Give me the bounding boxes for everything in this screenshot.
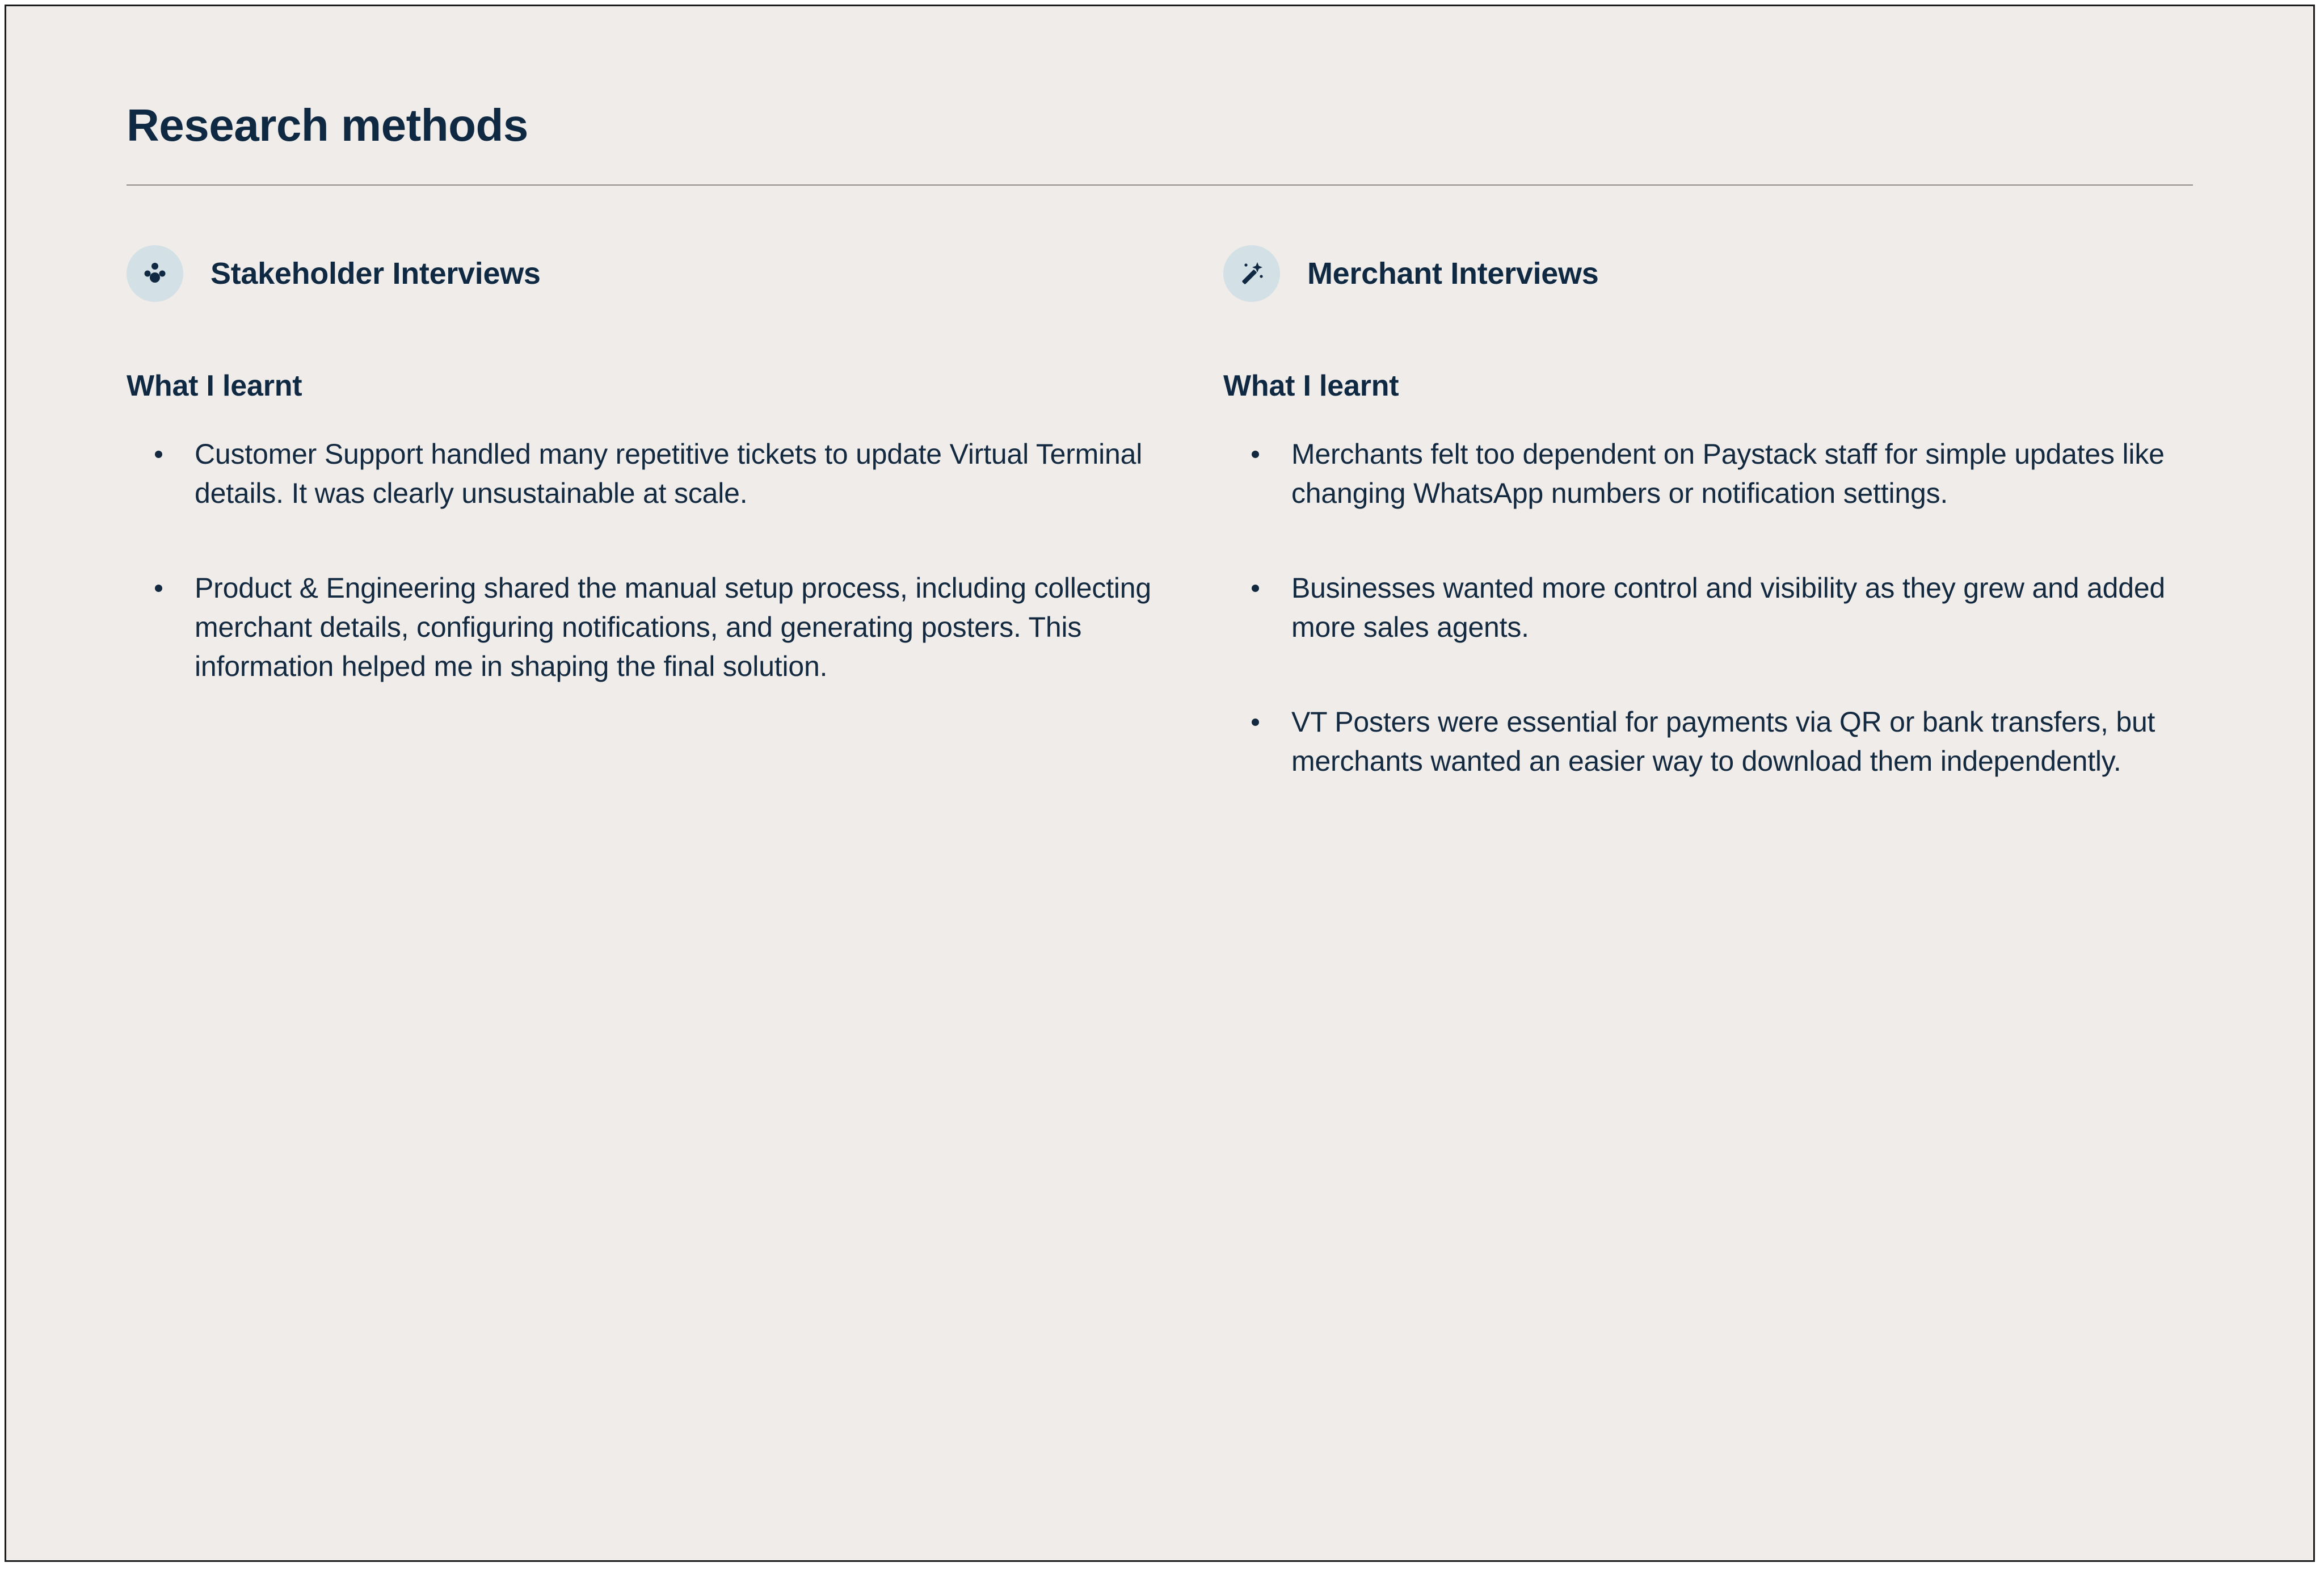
columns-container [127, 245, 2193, 781]
list-item [1223, 703, 2193, 781]
bullet-dot-icon [1252, 585, 1259, 592]
stakeholders-group-icon [127, 245, 183, 302]
section-label-what-i-learnt: What I learnt [127, 369, 302, 402]
column-header [127, 245, 1160, 302]
column-title: Merchant Interviews [1307, 257, 1599, 291]
list-item-text: Merchants felt too dependent on Paystack staff for simple updates like changing WhatsApp numbers or notification settings. [1291, 438, 2165, 509]
list-item [1223, 435, 2193, 513]
list-item-text: VT Posters were essential for payments via QR or bank transfers, but merchants wanted an easier way to download them independently. [1291, 706, 2155, 777]
list-item [127, 435, 1160, 513]
learnings-list [127, 435, 1160, 686]
slide-canvas [5, 5, 2315, 1562]
list-item [127, 569, 1160, 686]
list-item [1223, 569, 2193, 647]
page-title: Research methods [127, 100, 528, 150]
list-item-text: Businesses wanted more control and visibility as they grew and added more sales agents. [1291, 572, 2166, 643]
column-title: Stakeholder Interviews [210, 257, 541, 291]
magic-wand-icon [1223, 245, 1280, 302]
header-divider [127, 184, 2193, 186]
bullet-dot-icon [155, 585, 162, 592]
bullet-dot-icon [155, 451, 162, 458]
learnings-list [1223, 435, 2193, 781]
list-item-text: Product & Engineering shared the manual setup process, including collecting merchant details, configuring notifications, and generating posters. This information helped me in shaping the final solution. [195, 572, 1152, 682]
column-merchant-interviews [1160, 245, 2193, 781]
bullet-dot-icon [1252, 451, 1259, 458]
bullet-dot-icon [1252, 719, 1259, 726]
slide-content [127, 100, 2193, 781]
list-item-text: Customer Support handled many repetitive tickets to update Virtual Terminal details. It was clearly unsustainable at scale. [195, 438, 1143, 509]
column-header [1223, 245, 2193, 302]
column-stakeholder-interviews [127, 245, 1160, 781]
section-label-what-i-learnt: What I learnt [1223, 369, 1399, 402]
